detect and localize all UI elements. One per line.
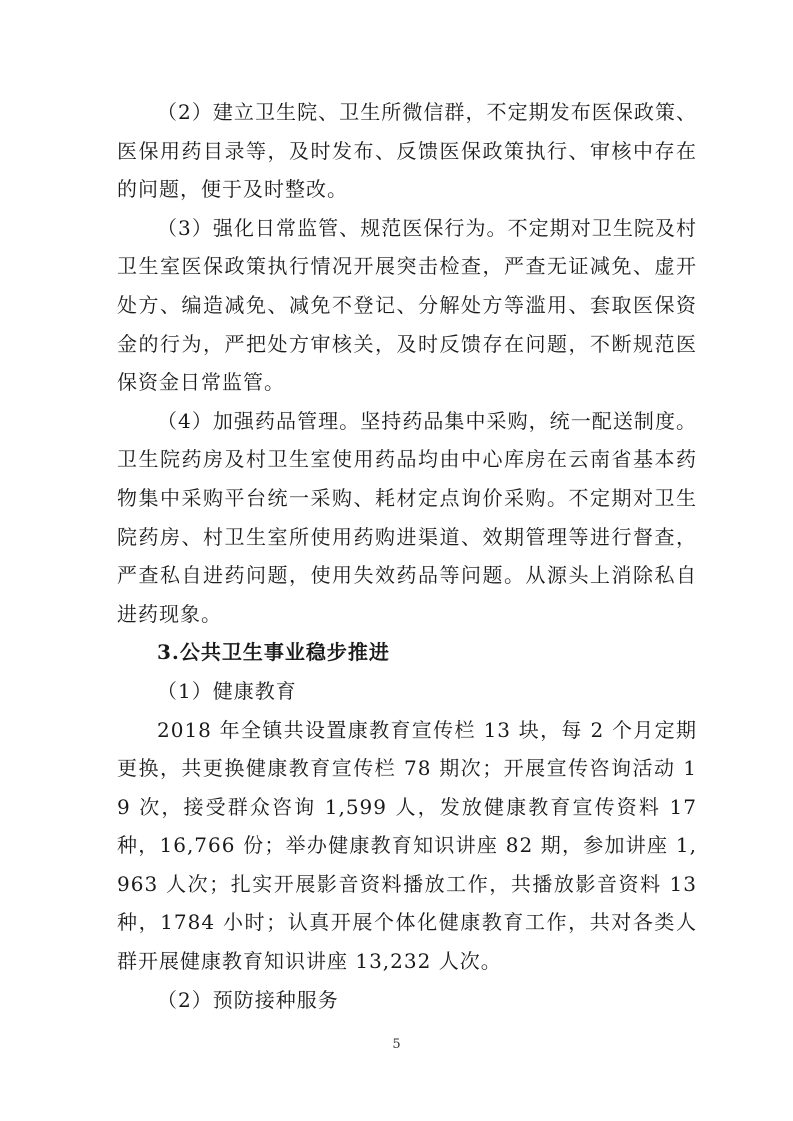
paragraph-health-education-stats: 2018 年全镇共设置康教育宣传栏 13 块，每 2 个月定期更换，共更换健康教育宣传栏 78 期次；开展宣传咨询活动 19 次，接受群众咨询 1,599 人，发放健康教育宣传资料 17 种，16,766 份；举办健康教育知识讲座 82 期，参加讲座 1,963 人次；扎实开展影音资料播放工作，共播放影音资料 13 种，1784 小时；认真开展个体化健康教育工作，共对各类人群开展健康教育知识讲座 13,232 人次。 (117, 717, 697, 974)
paragraph-wechat-group: （2）建立卫生院、卫生所微信群，不定期发布医保政策、医保用药目录等，及时发布、反馈医保政策执行、审核中存在的问题，便于及时整改。 (117, 100, 697, 202)
subheading-health-education: （1）健康教育 (157, 678, 297, 703)
document-body (117, 93, 697, 1019)
paragraph-daily-supervision: （3）强化日常监管、规范医保行为。不定期对卫生院及村卫生室医保政策执行情况开展突击检查，严查无证减免、虚开处方、编造减免、减免不登记、分解处方等滥用、套取医保资金的行为，严把处方审核关，及时反馈存在问题，不断规范医保资金日常监管。 (117, 215, 697, 395)
page-number: 5 (392, 1037, 401, 1052)
section-heading-public-health: 3.公共卫生事业稳步推进 (157, 640, 390, 665)
paragraph-drug-management: （4）加强药品管理。坚持药品集中采购，统一配送制度。卫生院药房及村卫生室使用药品均由中心库房在云南省基本药物集中采购平台统一采购、耗材定点询价采购。不定期对卫生院药房、村卫生室所使用药购进渠道、效期管理等进行督查，严查私自进药问题，使用失效药品等问题。从源头上消除私自进药现象。 (117, 408, 697, 626)
subheading-vaccination-service: （2）预防接种服务 (157, 987, 339, 1012)
